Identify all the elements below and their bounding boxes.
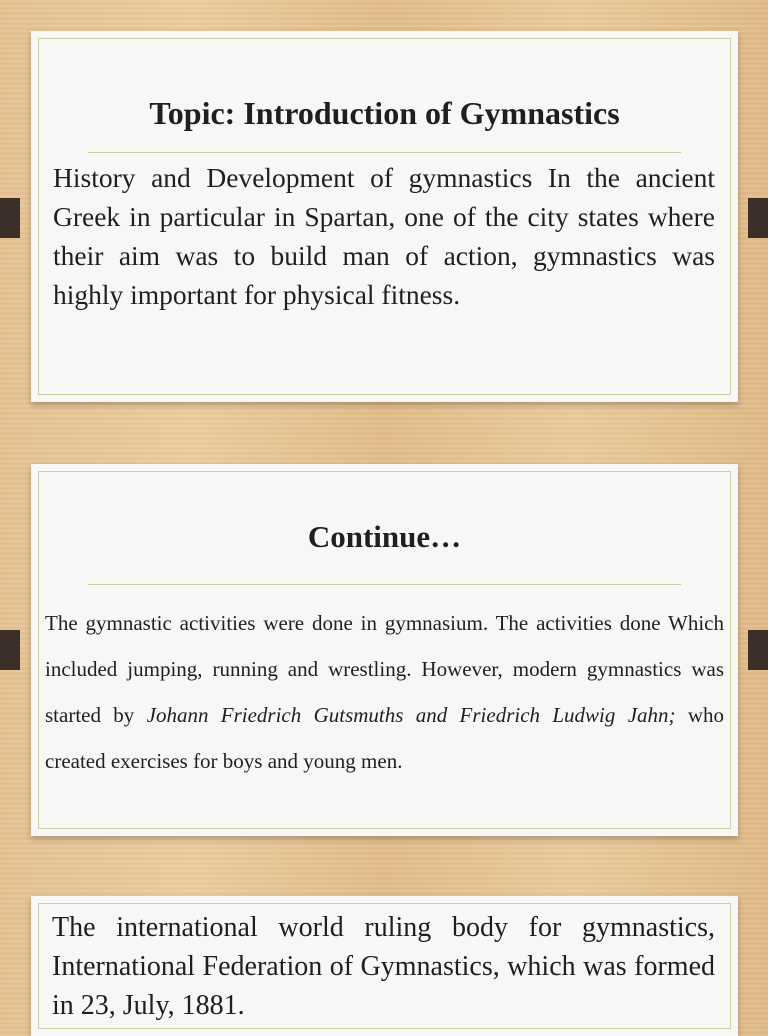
slide-3-body: The international world ruling body for gymnastics, International Federation of Gymnastics, which was formed in 23, July, 1881. xyxy=(52,912,715,1021)
slide-2-body xyxy=(45,600,724,784)
slide-2-body-names: Johann Friedrich Gutsmuths and Friedrich Ludwig Jahn; xyxy=(146,703,676,727)
slide-2-title: Continue… xyxy=(307,519,462,554)
slide-1-title: Topic: Introduction of Gymnastics xyxy=(149,95,620,131)
slide-3 xyxy=(31,896,738,1036)
slide-2-body-text: The gymnastic activities were done in gymnasium. The activities done Which included jumping, running and wrestling. However, modern gymnastics was started by xyxy=(45,611,724,727)
slide-2-body-text-end: who created exercises for boys and young men. xyxy=(45,703,725,773)
left-tab-1 xyxy=(0,198,20,238)
title-divider xyxy=(88,152,681,153)
right-tab-1 xyxy=(748,198,768,238)
right-tab-2 xyxy=(748,630,768,670)
slide-1 xyxy=(31,31,738,402)
title-divider xyxy=(88,584,681,585)
slide-2 xyxy=(31,464,738,836)
left-tab-2 xyxy=(0,630,20,670)
slide-1-body: History and Development of gymnastics In the ancient Greek in particular in Spartan, one of the city states where their aim was to build man of action, gymnastics was highly important for physical fitness. xyxy=(53,162,715,310)
